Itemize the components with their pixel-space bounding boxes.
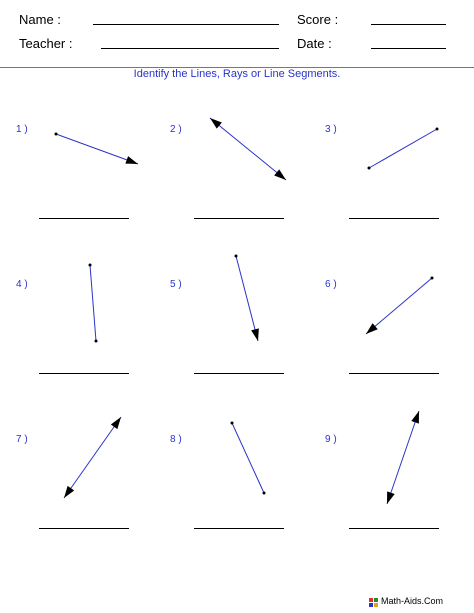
figure-7-arrowhead-a [111, 417, 121, 429]
problem-number-2: 2 ) [170, 124, 182, 135]
figure-9-arrowhead-a [411, 411, 419, 424]
name-label: Name : [19, 12, 61, 27]
figure-7-arrowhead-b [64, 486, 74, 498]
problem-number-6: 6 ) [325, 279, 337, 290]
math-aids-logo-icon [369, 598, 378, 607]
figure-5-arrowhead [251, 328, 259, 341]
problem-number-7: 7 ) [16, 434, 28, 445]
figure-2-arrowhead-a [210, 118, 222, 129]
figure-7-line [64, 417, 121, 498]
figure-4-endpoint-b [95, 340, 98, 343]
problem-number-5: 5 ) [170, 279, 182, 290]
figure-5-ray [236, 256, 258, 341]
teacher-label: Teacher : [19, 36, 73, 51]
figure-2-arrowhead-b [274, 169, 286, 180]
figure-8-endpoint-b [263, 492, 266, 495]
figure-6-arrowhead [366, 323, 378, 334]
figure-2-line [210, 118, 286, 180]
figure-6-endpoint [431, 277, 434, 280]
figure-1-ray [56, 134, 138, 164]
figure-6-ray [366, 278, 432, 334]
figure-3-segment [369, 129, 437, 168]
figure-3-endpoint-b [436, 128, 439, 131]
figure-1-endpoint [55, 133, 58, 136]
problem-number-9: 9 ) [325, 434, 337, 445]
problem-number-8: 8 ) [170, 434, 182, 445]
figure-4-segment [90, 265, 96, 341]
figure-8-endpoint-a [231, 422, 234, 425]
problem-number-4: 4 ) [16, 279, 28, 290]
figure-8-segment [232, 423, 264, 493]
figure-5-endpoint [235, 255, 238, 258]
score-label: Score : [297, 12, 339, 27]
figure-9-line [387, 411, 419, 504]
math-aids-logo-text: Math-Aids.Com [381, 596, 444, 606]
figure-3-endpoint-a [368, 167, 371, 170]
problem-number-1: 1 ) [16, 124, 28, 135]
date-label: Date : [297, 36, 332, 51]
figure-1-arrowhead [125, 156, 138, 164]
figure-9-arrowhead-b [387, 491, 395, 504]
figure-4-endpoint-a [89, 264, 92, 267]
instructions: Identify the Lines, Rays or Line Segments. [133, 68, 341, 80]
problem-number-3: 3 ) [325, 124, 337, 135]
